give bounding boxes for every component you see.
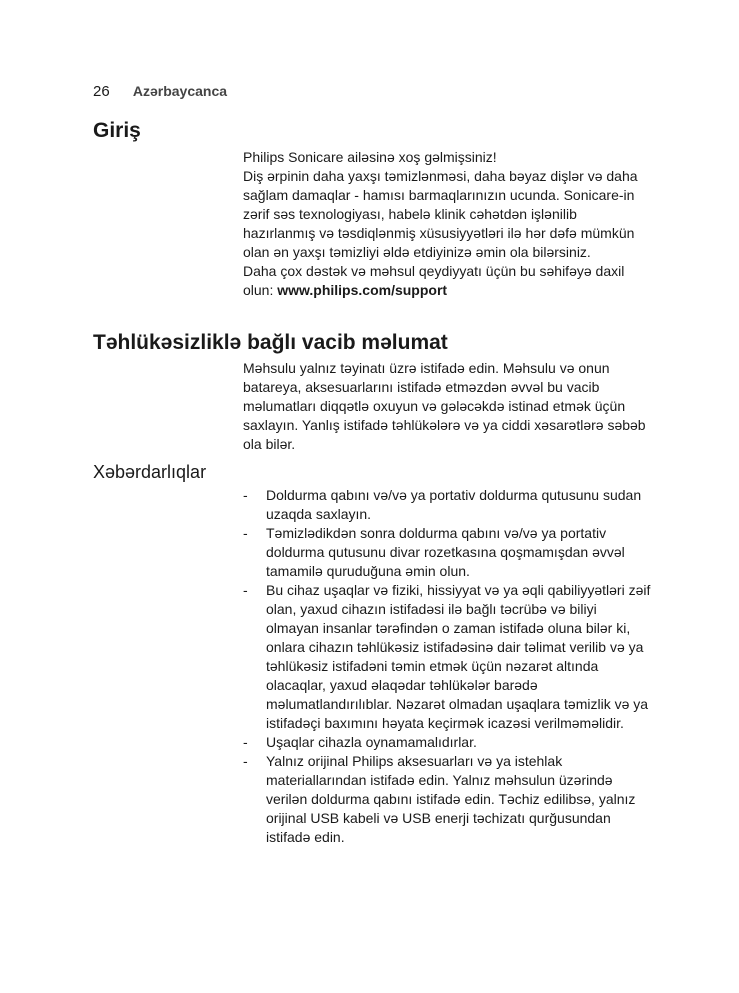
intro-support xyxy=(243,262,653,300)
intro-welcome: Philips Sonicare ailəsinə xoş gəlmişsiniz! xyxy=(243,149,497,165)
list-item: - Yalnız orijinal Philips aksesuarları və ya istehlak materiallarından istifadə edin. Yalnız məhsulun üzərində verilən doldurma qabını istifadə edin. Təchiz edilibsə, yalnız orijinal USB kabeli və USB enerji təchizatı qurğusundan istifadə edin. xyxy=(243,752,653,847)
warnings-title: Xəbərdarlıqlar xyxy=(93,462,207,482)
intro-paragraph: Diş ərpinin daha yaxşı təmizlənməsi, daha bəyaz dişlər və daha sağlam damaqlar - hamısı barmaqlarınızın ucunda. Sonicare-in zərif səs texnologiyası, habelə klinik cəhətdən işlənilib hazırlanmış və təsdiqlənmiş xüsusiyyətləri ilə hər dəfə mümkün olan ən yaxşı təmizliyi əldə etdiyinizə əmin ola bilərsiniz. xyxy=(243,168,638,260)
list-item: - Doldurma qabını və/və ya portativ doldurma qutusunu sudan uzaqda saxlayın. xyxy=(243,486,653,524)
page-header xyxy=(93,81,227,102)
safety-paragraph: Məhsulu yalnız təyinatı üzrə istifadə edin. Məhsulu və onun batareya, aksesuarlarını istifadə etməzdən əvvəl bu vacib məlumatları diqqətlə oxuyun və gələcəkdə istinad etmək üçün saxlayın. Yanlış istifadə təhlükələrə və ya ciddi xəsarətlərə səbəb ola bilər. xyxy=(243,360,646,452)
intro-title: Giriş xyxy=(93,119,141,142)
safety-body xyxy=(243,359,653,454)
language-label: Azərbaycanca xyxy=(132,83,228,99)
intro-body xyxy=(243,148,653,300)
safety-title: Təhlükəsizliklə bağlı vacib məlumat xyxy=(93,331,448,354)
list-item: - Uşaqlar cihazla oynamamalıdırlar. xyxy=(243,733,653,752)
list-item: - Təmizlədikdən sonra doldurma qabını və/və ya portativ doldurma qutusunu divar rozetkasına qoşmamışdan əvvəl tamamilə quruduğuna əmin olun. xyxy=(243,524,653,581)
support-text: Daha çox dəstək və məhsul qeydiyyatı üçün bu səhifəyə daxil olun: xyxy=(243,263,625,298)
warnings-list xyxy=(243,486,653,847)
page-number: 26 xyxy=(93,83,110,100)
list-item: - Bu cihaz uşaqlar və fiziki, hissiyyat və ya əqli qabiliyyətləri zəif olan, yaxud cihazın istifadəsi ilə bağlı təcrübə və biliyi olmayan insanlar tərəfindən o zaman istifadə oluna bilər ki, onlara cihazın təhlükəsiz istifadəsinə dair təlimat verilib və ya təhlükəsiz istifadəni təmin etmək üçün nəzarət altında olacaqlar, yaxud əlaqədar təhlükələr barədə məlumatlandırılıblar. Nəzarət olmadan uşaqlara təmizlik və ya istifadəçi baxımını həyata keçirmək icazəsi verilməməlidir. xyxy=(243,581,653,733)
support-link[interactable]: www.philips.com/support xyxy=(277,282,448,298)
